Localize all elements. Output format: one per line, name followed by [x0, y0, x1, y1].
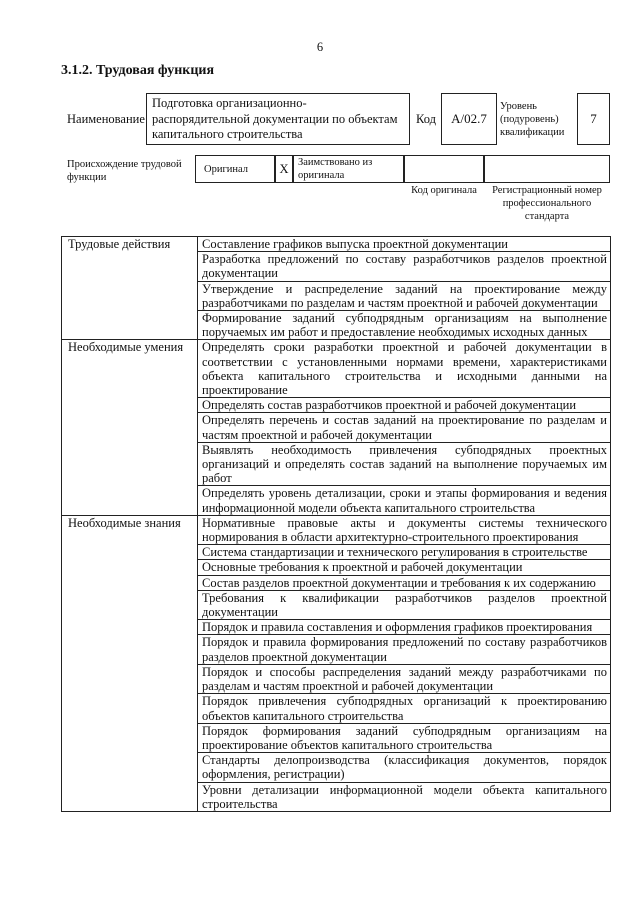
table-cell: Порядок и способы распределения заданий между разработчиками по разделам и частям проектной и рабочей документации — [198, 664, 611, 693]
code-value: А/02.7 — [441, 93, 497, 145]
table-cell: Определять сроки разработки проектной и рабочей документации в соответствии с установленными нормами времени, характеристиками объекта капитального строительства и исходными данными на проектирование — [198, 340, 611, 398]
table-cell: Требования к квалификации разработчиков разделов проектной документации — [198, 590, 611, 619]
original-label: Оригинал — [195, 155, 275, 183]
table-cell: Формирование заданий субподрядным организациям на выполнение поручаемых им работ и предоставление необходимых исходных данных — [198, 311, 611, 340]
table-cell: Порядок и правила формирования предложений по составу разработчиков разделов проектной документации — [198, 635, 611, 664]
name-value: Подготовка организационно-распорядительной документации по объектам капитального строительства — [146, 93, 410, 145]
section-label: Необходимые умения — [62, 340, 198, 515]
table-cell: Порядок и правила составления и оформления графиков проектирования — [198, 620, 611, 635]
table-cell: Уровни детализации информационной модели объекта капитального строительства — [198, 782, 611, 811]
level-label: Уровень (подуровень) квалификации — [500, 100, 565, 138]
table-cell: Определять уровень детализации, сроки и этапы формирования и ведения информационной модели объекта капитального строительства — [198, 486, 611, 515]
page-number: 6 — [316, 40, 324, 54]
code-label: Код — [416, 111, 436, 126]
table-cell: Определять перечень и состав заданий на проектирование по разделам и частям проектной и рабочей документации — [198, 413, 611, 442]
reg-caption: Регистрационный номер профессионального стандарта — [492, 185, 602, 222]
table-cell: Порядок привлечения субподрядных организаций к проектированию объектов капитального строительства — [198, 694, 611, 723]
code-caption: Код оригинала — [411, 185, 477, 196]
original-mark: X — [275, 155, 293, 183]
table-cell: Утверждение и распределение заданий на проектирование между разработчиками по разделам и частям проектной и рабочей документации — [198, 281, 611, 310]
function-table — [61, 236, 611, 812]
table-cell: Порядок формирования заданий субподрядным организациям на проектирование объектов капитального строительства — [198, 723, 611, 752]
table-cell: Система стандартизации и технического регулирования в строительстве — [198, 545, 611, 560]
table-cell: Определять состав разработчиков проектной и рабочей документации — [198, 398, 611, 413]
section-label: Трудовые действия — [62, 237, 198, 340]
name-label: Наименование — [67, 111, 145, 126]
origin-code-cell — [404, 155, 484, 183]
origin-label: Происхождение трудовой функции — [67, 159, 182, 183]
table-row — [62, 237, 611, 252]
table-row — [62, 515, 611, 544]
origin-reg-cell — [484, 155, 610, 183]
table-row — [62, 340, 611, 398]
table-cell: Основные требования к проектной и рабочей документации — [198, 560, 611, 575]
section-title: 3.1.2. Трудовая функция — [61, 63, 215, 78]
section-label: Необходимые знания — [62, 515, 198, 811]
table-cell: Стандарты делопроизводства (классификация документов, порядок оформления, регистрации) — [198, 753, 611, 782]
table-cell: Нормативные правовые акты и документы системы технического нормирования в области архитектурно-строительного проектирования — [198, 515, 611, 544]
borrowed-label: Заимствовано из оригинала — [293, 155, 404, 183]
table-cell: Состав разделов проектной документации и требования к их содержанию — [198, 575, 611, 590]
table-cell: Выявлять необходимость привлечения субподрядных проектных организаций и определять состав заданий на выполнение поручаемых им работ — [198, 442, 611, 486]
level-value: 7 — [577, 93, 610, 145]
table-cell: Разработка предложений по составу разработчиков разделов проектной документации — [198, 252, 611, 281]
table-cell: Составление графиков выпуска проектной документации — [198, 237, 611, 252]
